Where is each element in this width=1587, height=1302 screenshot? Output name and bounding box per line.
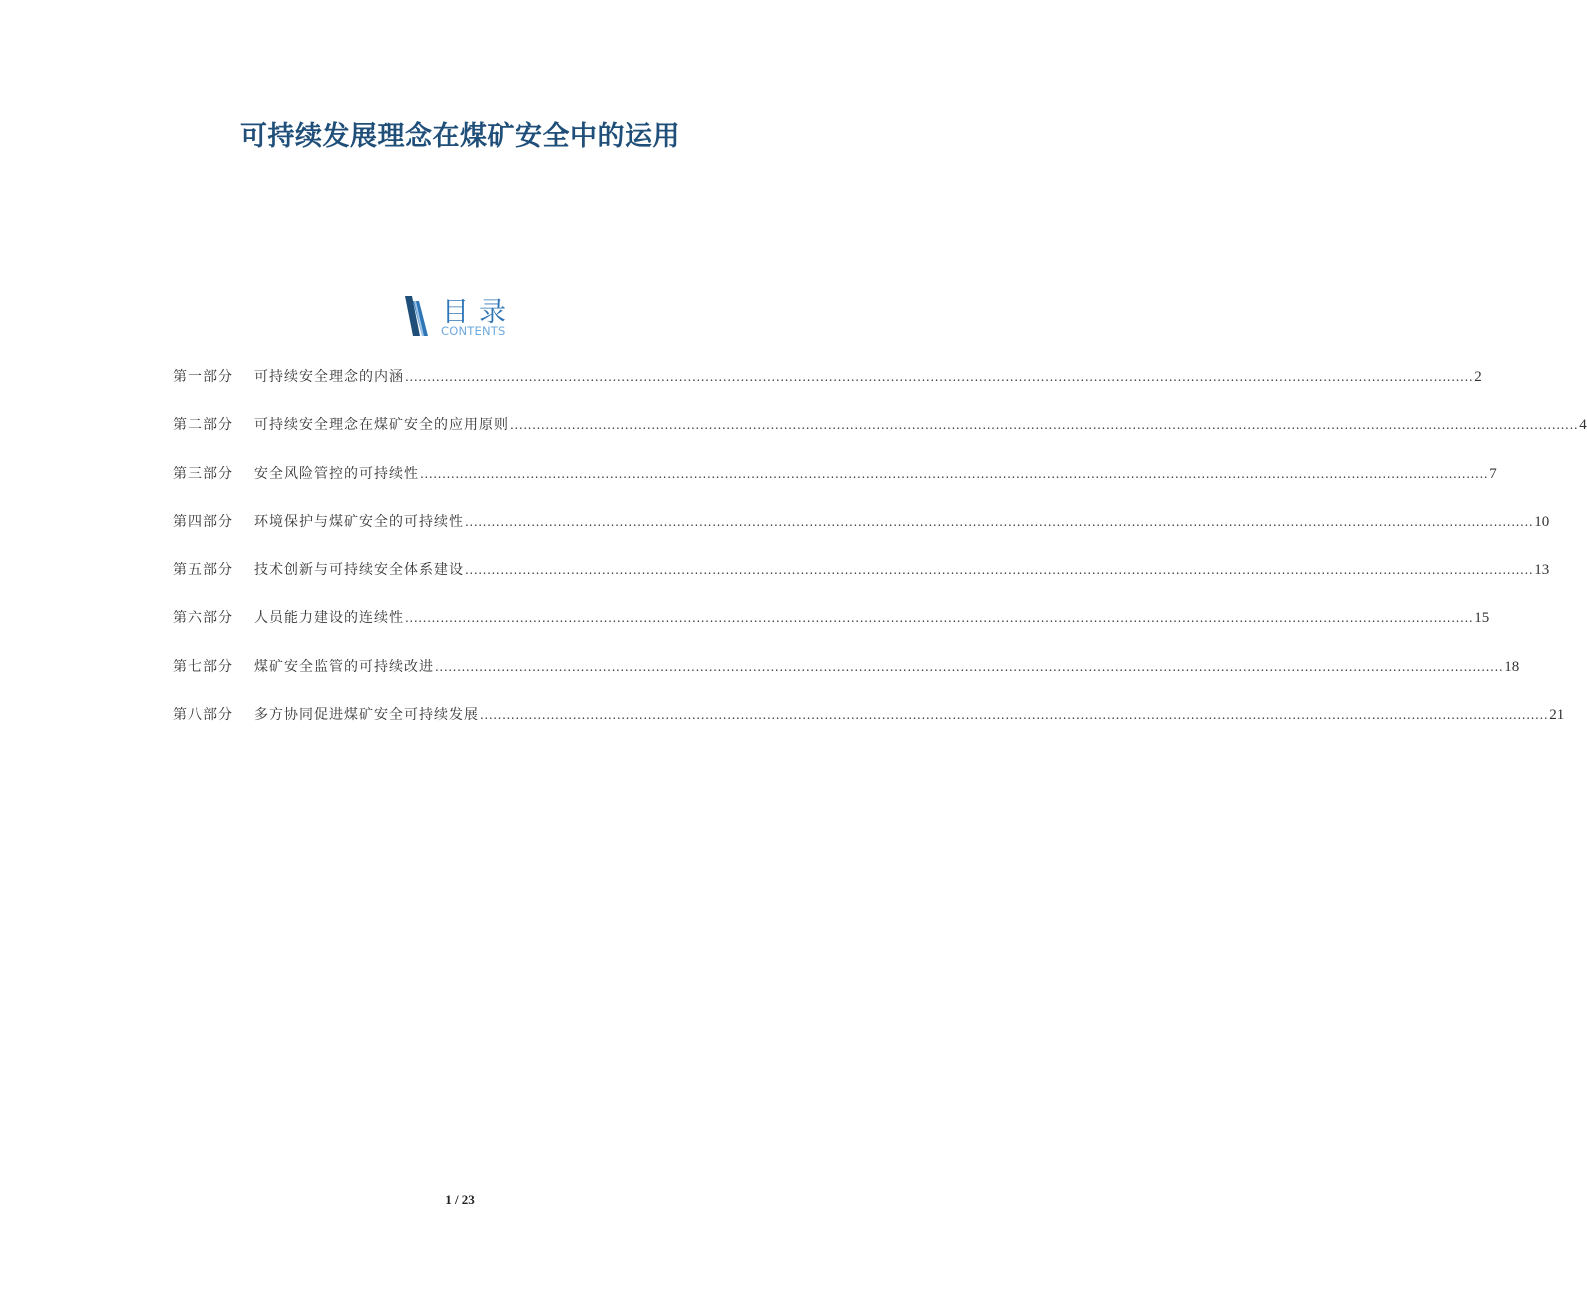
toc-entry-page: 13 <box>1534 562 1550 579</box>
toc-heading: 目录 <box>442 297 516 328</box>
toc-leader: .................................................................................................................................................................................................................................................. <box>465 514 1534 529</box>
toc-book-icon <box>404 295 430 337</box>
toc-entry-3[interactable] <box>173 463 1497 511</box>
toc-entry-6[interactable] <box>173 607 1490 655</box>
toc-entry-page: 21 <box>1549 707 1565 724</box>
toc-subheading: CONTENTS <box>441 324 506 338</box>
toc-leader: .................................................................................................................................................................................................................................................. <box>420 466 1489 481</box>
page-number: 1 / 23 <box>445 1192 475 1207</box>
toc-entry-part: 第三部分 <box>173 465 233 482</box>
toc-entry-4[interactable] <box>173 511 1550 559</box>
toc-leader: .................................................................................................................................................................................................................................................. <box>435 659 1504 674</box>
toc-entry-title: 技术创新与可持续安全体系建设 <box>254 562 464 579</box>
toc-entry-title: 可持续安全理念的内涵 <box>254 369 404 385</box>
toc-entry-title: 人员能力建设的连续性 <box>254 610 404 627</box>
toc-entry-2[interactable] <box>173 414 1587 462</box>
toc-entry-page: 18 <box>1504 658 1520 675</box>
toc-entry-7[interactable] <box>173 656 1520 704</box>
toc-leader: .................................................................................................................................................................................................................................................. <box>405 370 1474 384</box>
toc-entry-part: 第五部分 <box>173 562 233 579</box>
toc-list <box>173 366 1587 752</box>
toc-entry-title: 可持续安全理念在煤矿安全的应用原则 <box>254 417 509 434</box>
toc-entry-page: 7 <box>1489 465 1497 482</box>
toc-entry-page: 10 <box>1534 513 1550 530</box>
toc-entry-part: 第二部分 <box>173 417 233 434</box>
toc-entry-page: 4 <box>1579 417 1587 434</box>
toc-header <box>404 292 534 340</box>
toc-entry-page: 2 <box>1474 369 1482 385</box>
toc-entry-part: 第四部分 <box>173 513 233 530</box>
toc-entry-1[interactable] <box>173 366 1482 414</box>
toc-leader: .................................................................................................................................................................................................................................................. <box>465 563 1534 578</box>
toc-entry-part: 第七部分 <box>173 658 233 675</box>
toc-entry-part: 第一部分 <box>173 369 233 385</box>
toc-entry-title: 煤矿安全监管的可持续改进 <box>254 658 434 675</box>
toc-entry-title: 环境保护与煤矿安全的可持续性 <box>254 513 464 530</box>
toc-entry-title: 安全风险管控的可持续性 <box>254 465 419 482</box>
toc-entry-part: 第八部分 <box>173 707 233 724</box>
toc-entry-page: 15 <box>1474 610 1490 627</box>
toc-entry-part: 第六部分 <box>173 610 233 627</box>
toc-leader: .................................................................................................................................................................................................................................................. <box>480 708 1549 723</box>
toc-entry-title: 多方协同促进煤矿安全可持续发展 <box>254 707 479 724</box>
toc-leader: .................................................................................................................................................................................................................................................. <box>405 611 1474 626</box>
toc-leader: .................................................................................................................................................................................................................................................. <box>510 418 1579 433</box>
toc-entry-8[interactable] <box>173 704 1565 752</box>
document-title: 可持续发展理念在煤矿安全中的运用 <box>240 121 680 152</box>
toc-entry-5[interactable] <box>173 559 1550 607</box>
